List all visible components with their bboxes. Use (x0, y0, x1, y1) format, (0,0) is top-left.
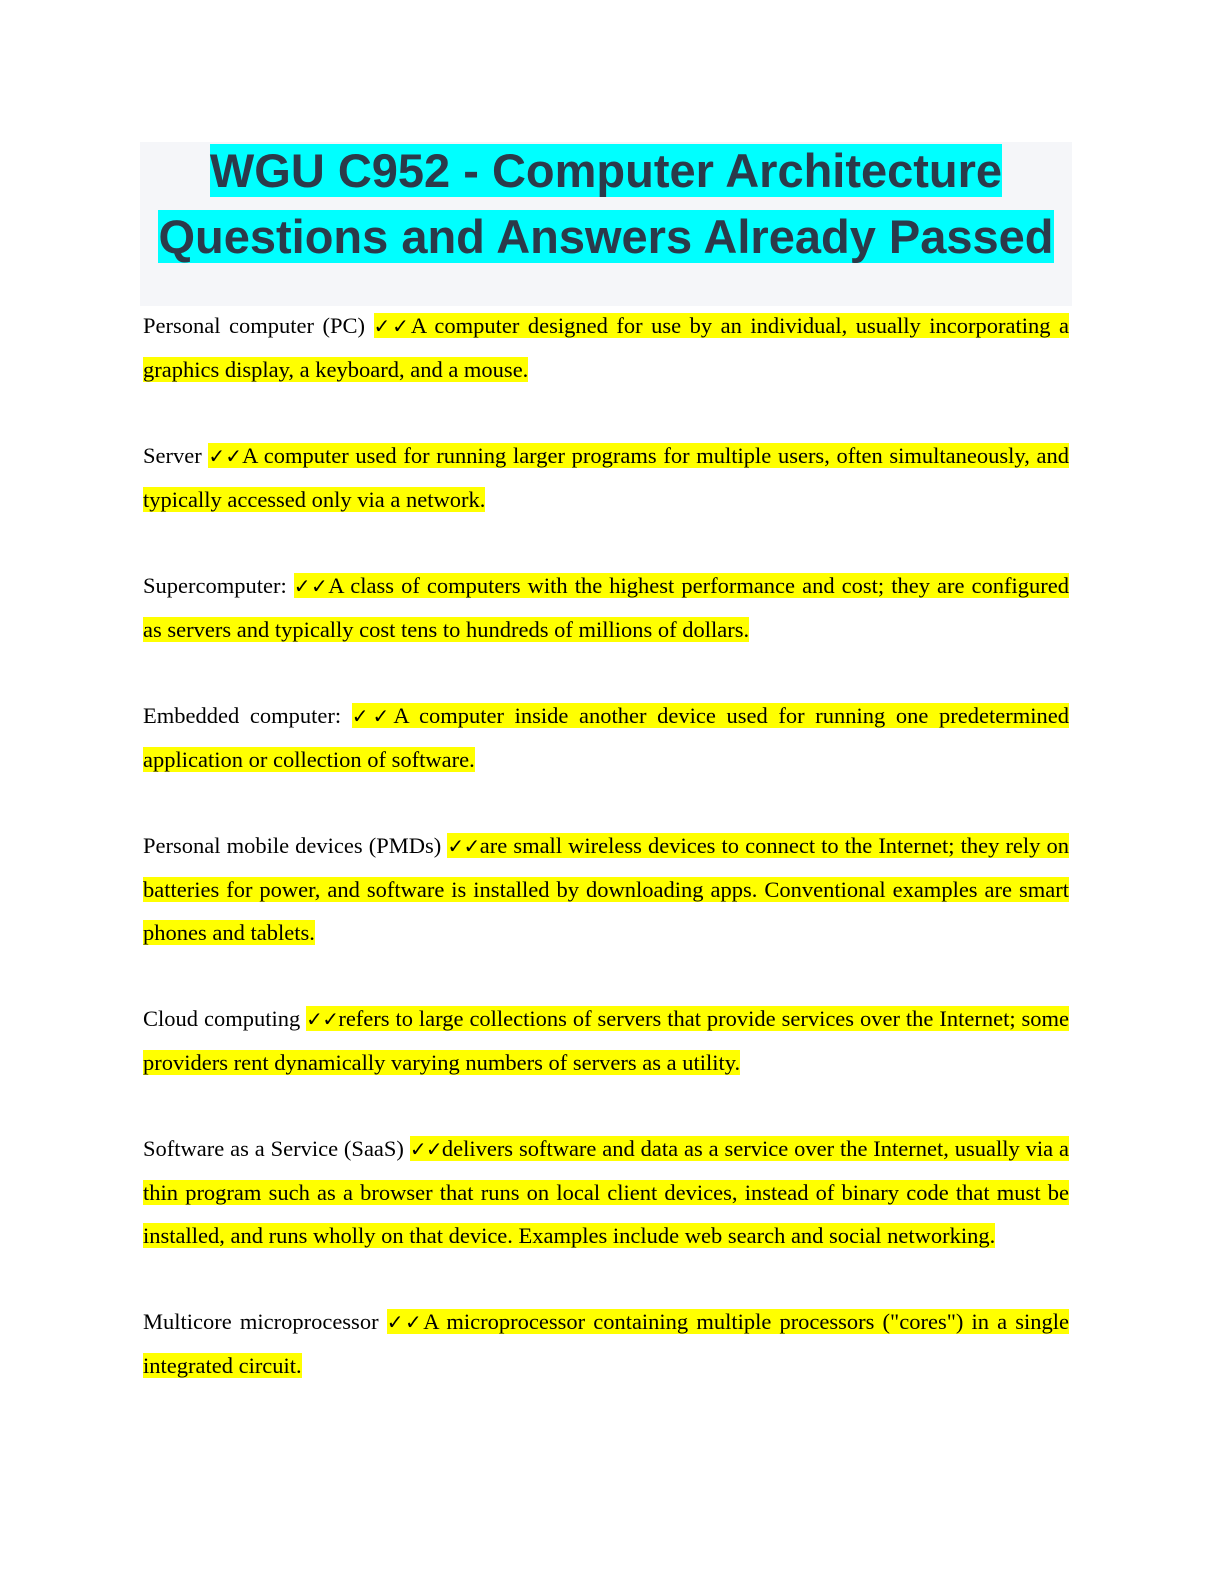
qa-entry-personal-mobile-devices (143, 824, 1069, 954)
double-check-icon: ✓✓ (373, 314, 411, 338)
term: Cloud computing (143, 1006, 307, 1031)
document-title-line-1: WGU C952 - Computer Architecture (209, 144, 1003, 197)
term: Personal computer (PC) (143, 313, 374, 338)
double-check-icon: ✓✓ (351, 704, 394, 728)
term: Software as a Service (SaaS) (143, 1136, 410, 1161)
qa-entry-multicore-microprocessor (143, 1300, 1069, 1387)
term: Multicore microprocessor (143, 1309, 387, 1334)
term: Supercomputer: (143, 573, 294, 598)
term: Server (143, 443, 209, 468)
double-check-icon: ✓✓ (293, 574, 329, 598)
answer-text: A class of computers with the highest performance and cost; they are configured as servers and typically cost tens to hundreds of millions of dollars. (143, 573, 1070, 642)
answer-text: delivers software and data as a service over the Internet, usually via a thin program such as a browser that runs on local client devices, instead of binary code that must be installed, and runs wholly on that device. Examples include web search and social networking. (143, 1136, 1070, 1248)
answer-text: A computer used for running larger programs for multiple users, often simultaneously, and typically accessed only via a network. (143, 443, 1069, 512)
qa-entry-supercomputer (143, 564, 1069, 651)
qa-list (143, 304, 1069, 1430)
double-check-icon: ✓✓ (409, 1137, 442, 1161)
qa-entry-cloud-computing (143, 997, 1069, 1084)
document-title-block (140, 142, 1072, 306)
answer-text: A computer inside another device used for running one predetermined application or collection of software. (143, 703, 1069, 772)
answer-text: are small wireless devices to connect to the Internet; they rely on batteries for power, and software is installed by downloading apps. Conventional examples are smart phones and tablets. (143, 833, 1070, 945)
answer-text: A computer designed for use by an individual, usually incorporating a graphics display, a keyboard, and a mouse. (143, 313, 1070, 382)
double-check-icon: ✓✓ (386, 1310, 424, 1334)
double-check-icon: ✓✓ (306, 1007, 339, 1031)
qa-entry-server (143, 434, 1069, 521)
qa-entry-embedded-computer (143, 694, 1069, 781)
qa-entry-saas (143, 1127, 1069, 1257)
document-title-line-2: Questions and Answers Already Passed (158, 210, 1054, 263)
answer-text: A microprocessor containing multiple processors ("cores") in a single integrated circuit. (143, 1309, 1070, 1378)
answer-text: refers to large collections of servers that provide services over the Internet; some providers rent dynamically varying numbers of servers as a utility. (143, 1006, 1070, 1075)
qa-entry-personal-computer (143, 304, 1069, 391)
double-check-icon: ✓✓ (208, 444, 243, 468)
double-check-icon: ✓✓ (447, 834, 480, 858)
term: Embedded computer: (143, 703, 352, 728)
answer-highlight (143, 443, 1069, 512)
term: Personal mobile devices (PMDs) (143, 833, 448, 858)
